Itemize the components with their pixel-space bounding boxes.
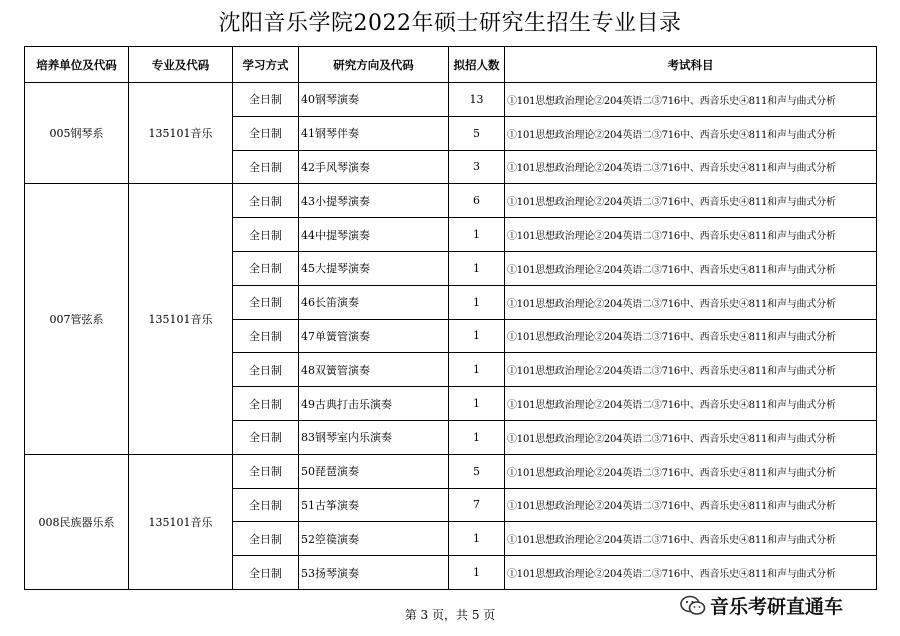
- direction-cell: 50琵琶演奏: [299, 454, 449, 488]
- subjects-cell: ①101思想政治理论②204英语二③716中、西音乐史④811和声与曲式分析: [505, 454, 877, 488]
- mode-cell: 全日制: [233, 218, 299, 252]
- header-direction: 研究方向及代码: [299, 47, 449, 83]
- count-cell: 6: [449, 184, 505, 218]
- header-major: 专业及代码: [129, 47, 233, 83]
- direction-cell: 41钢琴伴奏: [299, 116, 449, 150]
- subjects-cell: ①101思想政治理论②204英语二③716中、西音乐史④811和声与曲式分析: [505, 556, 877, 590]
- mode-cell: 全日制: [233, 556, 299, 590]
- subjects-cell: ①101思想政治理论②204英语二③716中、西音乐史④811和声与曲式分析: [505, 83, 877, 117]
- mode-cell: 全日制: [233, 353, 299, 387]
- direction-cell: 42手风琴演奏: [299, 150, 449, 184]
- subjects-cell: ①101思想政治理论②204英语二③716中、西音乐史④811和声与曲式分析: [505, 251, 877, 285]
- direction-cell: 52箜篌演奏: [299, 522, 449, 556]
- program-catalog-table: [24, 46, 877, 590]
- count-cell: 1: [449, 319, 505, 353]
- unit-cell: 008民族器乐系: [25, 454, 129, 589]
- direction-cell: 53扬琴演奏: [299, 556, 449, 590]
- subjects-cell: ①101思想政治理论②204英语二③716中、西音乐史④811和声与曲式分析: [505, 285, 877, 319]
- major-cell: 135101音乐: [129, 454, 233, 589]
- subjects-cell: ①101思想政治理论②204英语二③716中、西音乐史④811和声与曲式分析: [505, 353, 877, 387]
- subjects-cell: ①101思想政治理论②204英语二③716中、西音乐史④811和声与曲式分析: [505, 420, 877, 454]
- subjects-cell: ①101思想政治理论②204英语二③716中、西音乐史④811和声与曲式分析: [505, 184, 877, 218]
- direction-cell: 43小提琴演奏: [299, 184, 449, 218]
- count-cell: 7: [449, 488, 505, 522]
- direction-cell: 51古筝演奏: [299, 488, 449, 522]
- watermark: [676, 590, 847, 621]
- count-cell: 1: [449, 353, 505, 387]
- watermark-text: 音乐考研直通车: [710, 596, 844, 618]
- mode-cell: 全日制: [233, 488, 299, 522]
- major-cell: 135101音乐: [129, 83, 233, 184]
- subjects-cell: ①101思想政治理论②204英语二③716中、西音乐史④811和声与曲式分析: [505, 218, 877, 252]
- direction-cell: 47单簧管演奏: [299, 319, 449, 353]
- subjects-cell: ①101思想政治理论②204英语二③716中、西音乐史④811和声与曲式分析: [505, 150, 877, 184]
- mode-cell: 全日制: [233, 184, 299, 218]
- unit-cell: 005钢琴系: [25, 83, 129, 184]
- count-cell: 1: [449, 218, 505, 252]
- subjects-cell: ①101思想政治理论②204英语二③716中、西音乐史④811和声与曲式分析: [505, 116, 877, 150]
- count-cell: 1: [449, 285, 505, 319]
- mode-cell: 全日制: [233, 116, 299, 150]
- header-mode: 学习方式: [233, 47, 299, 83]
- count-cell: 1: [449, 420, 505, 454]
- mode-cell: 全日制: [233, 454, 299, 488]
- count-cell: 13: [449, 83, 505, 117]
- major-cell: 135101音乐: [129, 184, 233, 454]
- direction-cell: 83钢琴室内乐演奏: [299, 420, 449, 454]
- mode-cell: 全日制: [233, 522, 299, 556]
- header-count: 拟招人数: [449, 47, 505, 83]
- subjects-cell: ①101思想政治理论②204英语二③716中、西音乐史④811和声与曲式分析: [505, 522, 877, 556]
- wechat-icon: [680, 595, 706, 617]
- direction-cell: 49古典打击乐演奏: [299, 387, 449, 421]
- table-row: [25, 184, 877, 218]
- table-row: [25, 454, 877, 488]
- count-cell: 5: [449, 116, 505, 150]
- header-subjects: 考试科目: [505, 47, 877, 83]
- mode-cell: 全日制: [233, 83, 299, 117]
- header-unit: 培养单位及代码: [25, 47, 129, 83]
- mode-cell: 全日制: [233, 387, 299, 421]
- unit-cell: 007管弦系: [25, 184, 129, 454]
- mode-cell: 全日制: [233, 150, 299, 184]
- page-title: 沈阳音乐学院2022年硕士研究生招生专业目录: [218, 11, 682, 36]
- count-cell: 3: [449, 150, 505, 184]
- count-cell: 1: [449, 251, 505, 285]
- table-header-row: [25, 47, 877, 83]
- count-cell: 5: [449, 454, 505, 488]
- count-cell: 1: [449, 387, 505, 421]
- direction-cell: 40钢琴演奏: [299, 83, 449, 117]
- table-row: [25, 83, 877, 117]
- subjects-cell: ①101思想政治理论②204英语二③716中、西音乐史④811和声与曲式分析: [505, 387, 877, 421]
- mode-cell: 全日制: [233, 319, 299, 353]
- direction-cell: 44中提琴演奏: [299, 218, 449, 252]
- mode-cell: 全日制: [233, 285, 299, 319]
- direction-cell: 45大提琴演奏: [299, 251, 449, 285]
- mode-cell: 全日制: [233, 251, 299, 285]
- direction-cell: 48双簧管演奏: [299, 353, 449, 387]
- count-cell: 1: [449, 556, 505, 590]
- direction-cell: 46长笛演奏: [299, 285, 449, 319]
- count-cell: 1: [449, 522, 505, 556]
- page-footer: 第 3 页，共 5 页: [404, 608, 496, 622]
- mode-cell: 全日制: [233, 420, 299, 454]
- subjects-cell: ①101思想政治理论②204英语二③716中、西音乐史④811和声与曲式分析: [505, 488, 877, 522]
- subjects-cell: ①101思想政治理论②204英语二③716中、西音乐史④811和声与曲式分析: [505, 319, 877, 353]
